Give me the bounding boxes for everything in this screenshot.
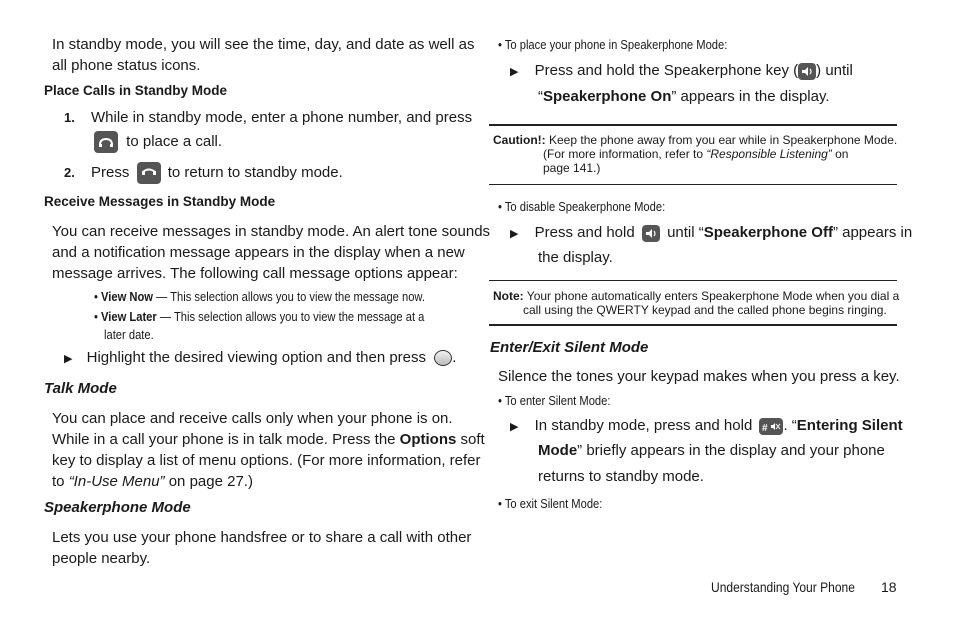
send-key-icon	[94, 131, 118, 153]
caution-label: Caution!:	[493, 133, 546, 147]
note-box	[493, 289, 899, 317]
svg-text:#: #	[762, 422, 769, 434]
place-speaker-instruction	[510, 60, 853, 83]
bullet-view-now: • View Now — This selection allows you to view the message now.	[94, 289, 425, 304]
step-2-pre: Press	[91, 164, 130, 181]
silent-mode-paragraph: Silence the tones your keypad makes when you press a key.	[498, 368, 900, 385]
speaker-line: Lets you use your phone handsfree or to share a call with other	[52, 529, 472, 546]
view-later-label: View Later	[101, 309, 157, 324]
note-label: Note:	[493, 289, 524, 303]
place-calls-heading: Place Calls in Standby Mode	[44, 83, 228, 98]
talk-mode-heading: Talk Mode	[44, 380, 117, 397]
silent-mode-heading: Enter/Exit Silent Mode	[490, 339, 649, 356]
receive-line: and a notification message appears in the display when a new	[52, 244, 465, 261]
arrow-bullet-icon: ▶	[510, 66, 519, 78]
view-now-text: — This selection allows you to view the message now.	[153, 289, 425, 304]
disable-speaker-bullet: • To disable Speakerphone Mode:	[498, 199, 666, 214]
step-2-post: to return to standby mode.	[167, 164, 343, 181]
talk-line: You can place and receive calls only when your phone is on.	[52, 410, 453, 427]
step-1	[64, 107, 75, 128]
arrow-bullet-icon: ▶	[510, 228, 519, 240]
note-line: Your phone automatically enters Speakerphone Mode when you dial a	[526, 289, 900, 303]
disable-speaker-line2: the display.	[538, 249, 613, 266]
speaker-key-icon	[798, 63, 816, 80]
caution-bottom-rule	[489, 184, 897, 185]
step-number: 2.	[64, 165, 75, 180]
place-arrow-post: ) until	[816, 62, 853, 79]
receive-heading: Receive Messages in Standby Mode	[44, 194, 276, 209]
speakerphone-heading: Speakerphone Mode	[44, 499, 191, 516]
mode-label: Mode	[538, 442, 578, 459]
caution-line: page 141.)	[543, 161, 601, 175]
talk-line: key to display a list of menu options. (For more information, refer	[52, 452, 481, 469]
enter-silent-line2: Mode” briefly appears in the display and your phone	[538, 442, 885, 459]
receive-paragraph	[52, 221, 490, 284]
bullet-view-later: • View Later — This selection allows you to view the message at a	[94, 309, 425, 324]
speaker-key-icon	[642, 225, 660, 242]
caution-top-rule	[489, 124, 897, 126]
step-1-text: While in standby mode, enter a phone number, and press	[91, 109, 473, 126]
page-number: 18	[881, 579, 897, 595]
arrow-bullet-icon: ▶	[510, 421, 519, 433]
step-number: 1.	[64, 110, 75, 125]
note-bottom-rule	[489, 324, 897, 326]
step-2	[64, 162, 75, 183]
footer-section-title: Understanding Your Phone	[711, 579, 855, 595]
highlight-end: .	[452, 349, 457, 366]
talk-mode-paragraph	[52, 408, 485, 492]
in-use-menu-reference: “In-Use Menu”	[68, 473, 165, 490]
intro-paragraph	[52, 34, 474, 76]
note-line: call using the QWERTY keypad and the called phone begins ringing.	[523, 303, 887, 317]
enter-silent-line3: returns to standby mode.	[538, 468, 704, 485]
intro-line: In standby mode, you will see the time, day, and date as well as	[52, 36, 475, 53]
speaker-line: people nearby.	[52, 550, 151, 567]
place-speaker-line2: “Speakerphone On” appears in the display.	[538, 88, 830, 105]
arrow-bullet-icon: ▶	[64, 353, 73, 365]
enter-pre: In standby mode, press and hold	[534, 417, 753, 434]
intro-line: all phone status icons.	[52, 57, 201, 74]
entering-silent-label: Entering Silent	[796, 417, 903, 434]
disable-speaker-instruction: ▶ Press and hold until “Speakerphone Off” appears in	[510, 224, 913, 241]
enter-silent-instruction: ▶ In standby mode, press and hold # . “Entering Silent	[510, 417, 903, 434]
bullet-view-later-line2: later date.	[104, 327, 154, 342]
step-1-line2	[94, 131, 222, 153]
ok-button-icon	[434, 350, 452, 366]
talk-line: to “In-Use Menu” on page 27.)	[52, 473, 253, 490]
view-now-label: View Now	[101, 289, 154, 304]
options-label: Options	[399, 431, 457, 448]
place-speaker-bullet: • To place your phone in Speakerphone Mode:	[498, 37, 728, 52]
caution-line: Keep the phone away from you ear while in Speakerphone Mode.	[549, 133, 898, 147]
step-2-text	[91, 162, 343, 184]
talk-line: While in a call your phone is in talk mode. Press the Options soft	[52, 431, 485, 448]
responsible-listening-reference: “Responsible Listening”	[706, 147, 832, 161]
speakerphone-off-label: Speakerphone Off	[703, 224, 833, 241]
receive-line: message arrives. The following call message options appear:	[52, 265, 458, 282]
place-arrow-pre: Press and hold the Speakerphone key (	[534, 62, 799, 79]
hash-silent-key-icon	[759, 418, 783, 435]
speakerphone-on-label: Speakerphone On	[543, 88, 672, 105]
highlight-instruction	[64, 347, 456, 370]
step-1-line2-text: to place a call.	[126, 133, 223, 150]
receive-line: You can receive messages in standby mode. An alert tone sounds	[52, 223, 491, 240]
highlight-text: Highlight the desired viewing option and then press	[86, 349, 427, 366]
disable-pre: Press and hold	[534, 224, 635, 241]
speakerphone-paragraph	[52, 527, 471, 569]
view-later-text: — This selection allows you to view the message at a	[156, 309, 425, 324]
caution-box: Caution!: Keep the phone away from you ear while in Speakerphone Mode. (For more information, refer to “Responsible Listening” on page 141.)	[493, 133, 898, 175]
end-key-icon	[137, 162, 161, 184]
note-top-rule	[489, 280, 897, 281]
exit-silent-bullet: • To exit Silent Mode:	[498, 496, 603, 511]
enter-silent-bullet: • To enter Silent Mode:	[498, 393, 611, 408]
